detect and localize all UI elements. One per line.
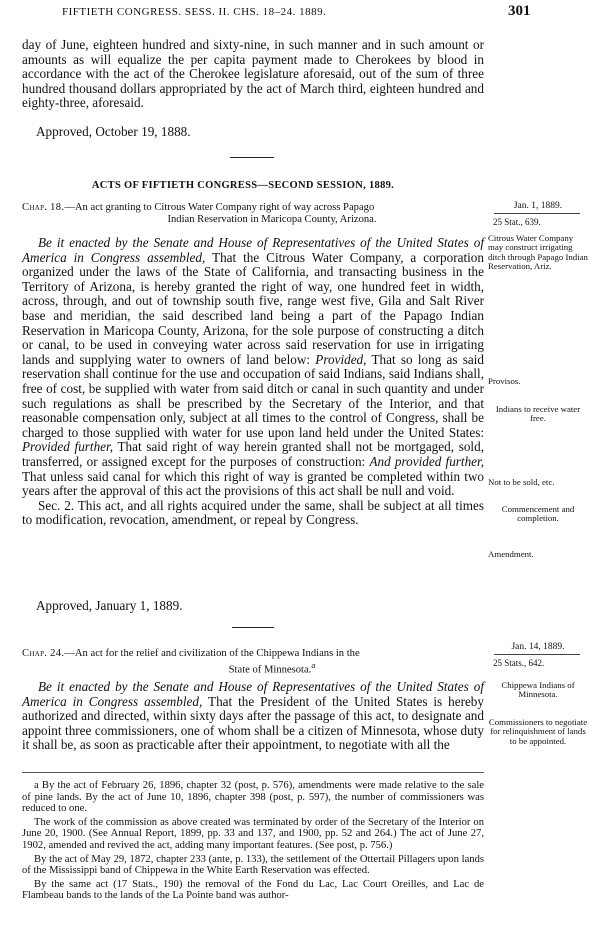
approved-january: Approved, January 1, 1889. bbox=[36, 598, 183, 613]
footnote-1: a By the act of February 26, 1896, chapter 32 (post, p. 576), amendments were made relative to the sale of pine lands. By the act of June 10, 1896, chapter 398 (post, p. 597), the number of commissioners was reduced to one. bbox=[22, 780, 484, 815]
footnote-marker: a bbox=[311, 661, 316, 671]
continuation-paragraph bbox=[22, 38, 484, 111]
page-number: 301 bbox=[508, 3, 531, 19]
chap18-title-line1: —An act granting to Citrous Water Company right of way across Papago bbox=[64, 202, 375, 213]
footnote-2: The work of the commission as above created was terminated by order of the Secretary of the Interior on June 20, 1900. (See Annual Report, 1899, pp. 33 and 137, and 1900, pp. 52 and 264.) The act of June 27, 1902, amended and revived the act, adding many important features. (See post, p. 756.) bbox=[22, 816, 484, 851]
continuation-text: day of June, eighteen hundred and sixty-nine, in such manner and in such amount or amounts as will equalize the per capita payment made to Cherokees by blood in accordance with the act of the Cherokee legislature aforesaid, out of the sum of three hundred thousand dollars appropriated by the act of March third, eighteen hundred and eighty-three, aforesaid. bbox=[22, 37, 484, 111]
chap18-text-part4: That unless said canal for which this right of way is granted be completed within two years after the approval of this act the provisions of this act shall be null and void. bbox=[22, 468, 484, 499]
footnotes bbox=[22, 780, 484, 904]
chap24-enacting-clause: Be it enacted by the Senate and House of Representatives of the United States of America in Congress assembled, bbox=[22, 679, 484, 709]
margin-stat-chap18: 25 Stat., 639. bbox=[493, 217, 541, 227]
chap18-proviso-3: And provided further, bbox=[369, 453, 484, 469]
chap18-title-line2: Indian Reservation in Maricopa County, Arizona. bbox=[167, 214, 377, 226]
margin-note-commissioners: Commissioners to negotiate for relinquishment of lands to be appointed. bbox=[488, 717, 588, 746]
chap24-label: Chap. 24. bbox=[22, 648, 65, 659]
margin-note-provisos: Provisos. bbox=[488, 376, 521, 386]
section-divider bbox=[230, 157, 274, 158]
footnote-rule bbox=[22, 772, 484, 773]
section-divider-2 bbox=[232, 627, 274, 628]
margin-rule-1 bbox=[494, 213, 580, 214]
chap24-text: That the President of the United States is hereby authorized and directed, within sixty days after the passage of this act, to designate and appoint three commissioners, one of whom shall be a citizen of Minnesota, whose duty it shall be, as soon as practicable after their appointment, to negotiate with all the bbox=[22, 693, 484, 753]
margin-note-amendment: Amendment. bbox=[488, 549, 534, 559]
acts-title: ACTS OF FIFTIETH CONGRESS—SECOND SESSION, 1889. bbox=[91, 180, 395, 191]
chap18-enacting-clause: Be it enacted by the Senate and House of Representatives of the United States of America in Congress assembled, bbox=[22, 235, 484, 265]
margin-stat-chap24: 25 Stats., 642. bbox=[493, 658, 545, 668]
chap18-section-2: Sec. 2. This act, and all rights acquired under the same, shall be subject at all times to modification, revocation, amendment, or repeal by Congress. bbox=[22, 497, 484, 528]
margin-note-indians-water: Indians to receive water free. bbox=[495, 404, 581, 424]
chap24-title-line1: —An act for the relief and civilization of the Chippewa Indians in the bbox=[64, 648, 360, 659]
footnote-3: By the act of May 29, 1872, chapter 233 (ante, p. 133), the settlement of the Ottertail Pillagers upon lands of the Mississippi band of Chippewa in the White Earth Reservation was effected. bbox=[22, 853, 484, 877]
chap18-body bbox=[22, 236, 484, 528]
chap24-title-line2: State of Minnesota. bbox=[228, 664, 312, 676]
chap24-paragraph bbox=[22, 680, 484, 753]
chap18-heading bbox=[22, 202, 482, 226]
margin-note-not-sold: Not to be sold, etc. bbox=[488, 477, 555, 487]
chap18-paragraph bbox=[22, 236, 484, 499]
margin-note-citrous: Citrous Water Company may construct irrigating ditch through Papago Indian Reservation, Ariz. bbox=[488, 233, 588, 272]
chap24-heading bbox=[22, 648, 482, 677]
margin-note-commencement: Commencement and completion. bbox=[501, 504, 575, 524]
chap18-text-part1: That the Citrous Water Company, a corporation organized under the laws of the State of California, and transacting business in the Territory of Arizona, is hereby granted the right of way, one hundred feet in width, across, through, and out of township south five, range west five, Gila and Salt River base and meridian, the said described land being a part of the Papago Indian Reservation in Maricopa County, Arizona, for the sole purpose of constructing a ditch or canal, to be used in conveying water across said reservation for use in irrigating lands and supplying water to owners of land below: bbox=[22, 249, 484, 367]
margin-note-chippewa: Chippewa Indians of Minnesota. bbox=[501, 680, 575, 700]
chap24-body bbox=[22, 680, 484, 753]
margin-date-chap24: Jan. 14, 1889. bbox=[511, 642, 565, 652]
chap18-proviso-1: Provided, bbox=[315, 351, 367, 367]
running-title: FIFTIETH CONGRESS. SESS. II. CHS. 18–24. 1889. bbox=[62, 6, 327, 18]
footnote-4: By the same act (17 Stats., 190) the removal of the Fond du Lac, Lac Court Oreilles, and Lac de Flambeau bands to the lands of the La Pointe band was author- bbox=[22, 878, 484, 902]
chap18-label: Chap. 18. bbox=[22, 202, 65, 213]
running-header bbox=[62, 3, 531, 19]
chap18-proviso-2: Provided further, bbox=[22, 439, 114, 455]
approved-october: Approved, October 19, 1888. bbox=[36, 124, 191, 139]
margin-rule-2 bbox=[494, 654, 580, 655]
chap18-text-part3: That said right of way herein granted shall not be mortgaged, sold, transferred, or assigned except for the purposes of construction: bbox=[22, 439, 484, 469]
margin-date-chap18: Jan. 1, 1889. bbox=[513, 201, 563, 211]
chap18-text-part2: That so long as said reservation shall continue for the use and occupation of said Indians, said Indians shall, free of cost, be supplied with water from said ditch or canal in such quantity and under such regulations as shall be prescribed by the Secretary of the Interior, and that reasonable compensation only, subject at all times to the control of Congress, shall be charged to those supplied with water for use upon land held under the United States: bbox=[22, 351, 484, 440]
